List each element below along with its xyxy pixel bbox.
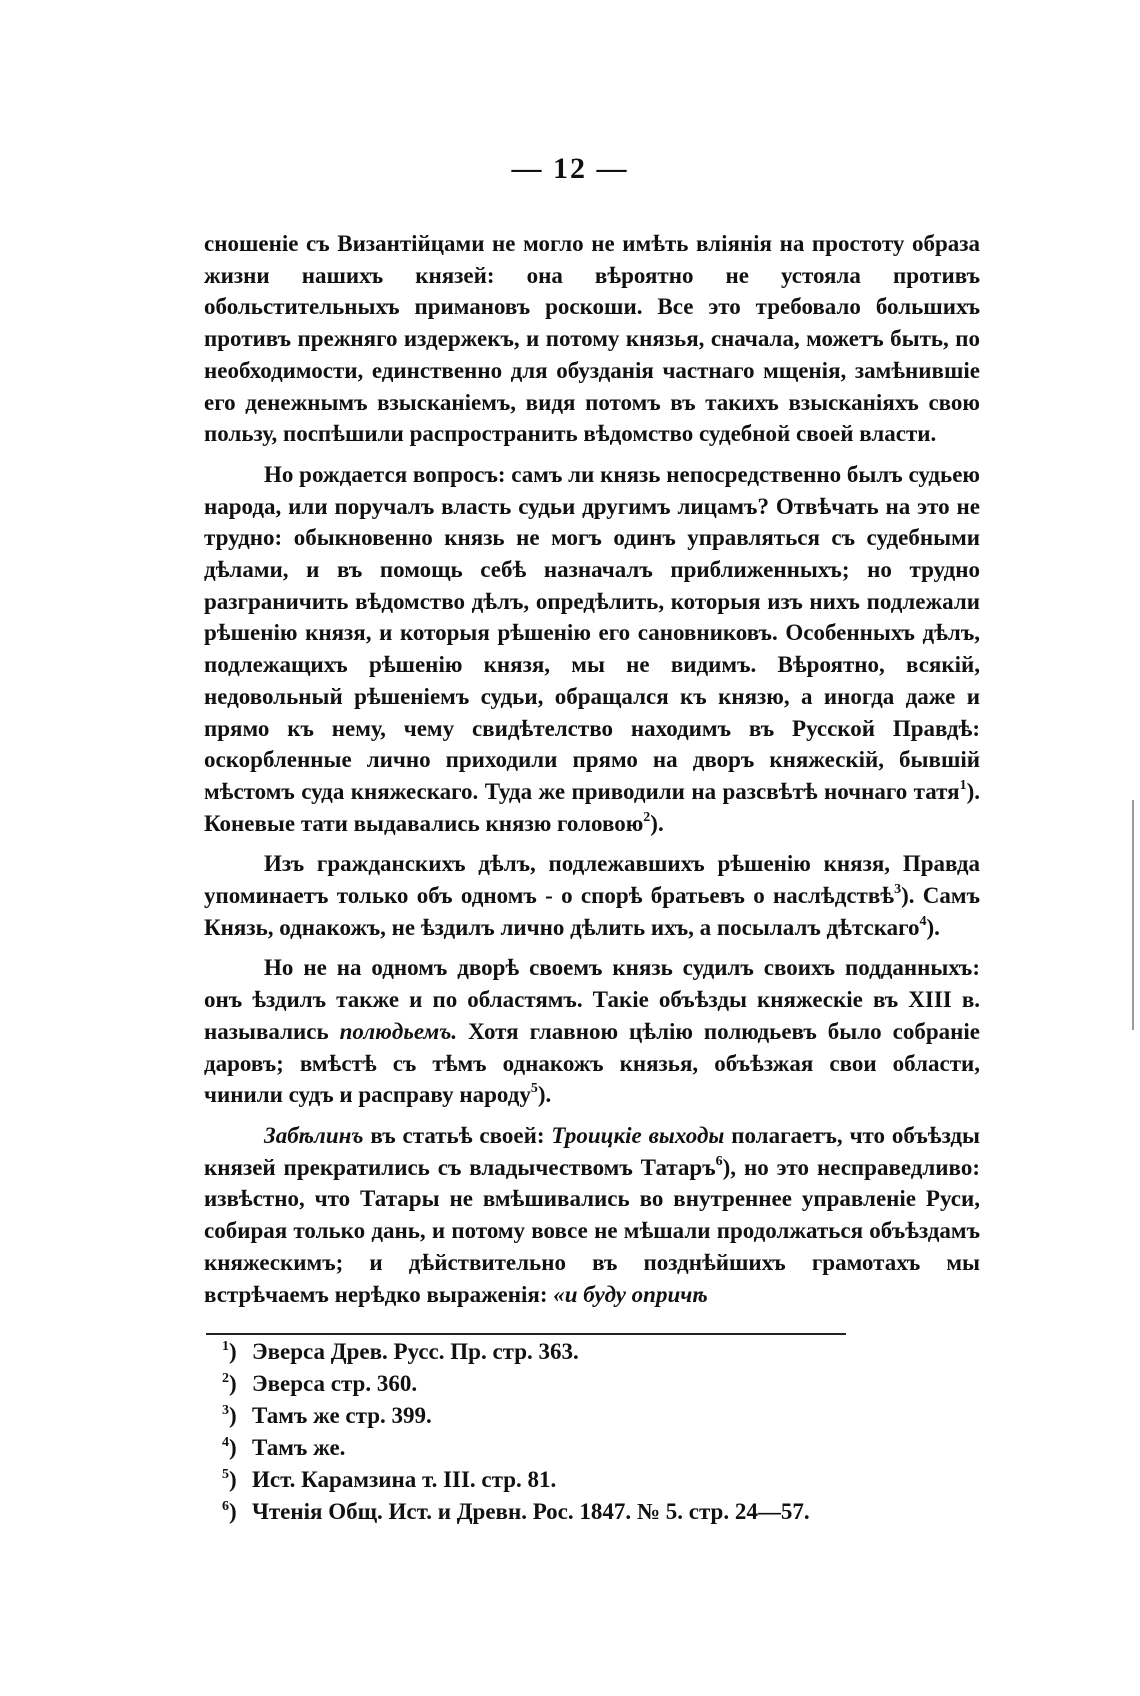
- footnote-text: Тамъ же стр. 399.: [252, 1403, 432, 1428]
- footnote-mark: $^4$): [222, 1435, 237, 1460]
- body-text: [204, 228, 980, 1310]
- footnote-reference: 1: [959, 777, 967, 793]
- footnote-item: [222, 1400, 982, 1432]
- footnote-number: 2: [222, 1371, 229, 1386]
- paragraph: [204, 459, 980, 839]
- paragraph: [204, 1120, 980, 1310]
- text-segment: сношеніе съ Византійцами не могло не имѣть вліянія на простоту образа жизни нашихъ князей: она вѣроятно не устояла противъ обольстительныхъ примановъ роскоши. Все это требовало большихъ противъ прежняго издержекъ, и потому князья, сначала, можетъ быть, по необходимости, единственно для обузданія частнаго мщенія, замѣнившіе его денежнымъ взысканіемъ, видя потомъ въ такихъ взысканіяхъ свою пользу, поспѣшили распространить вѣдомство судебной своей власти.: [204, 231, 980, 447]
- footnote-number: 1: [222, 1339, 229, 1354]
- text-segment: ). Самъ Князь, однакожъ, не ѣздилъ лично дѣлить ихъ, а посылалъ дѣтскаго: [204, 883, 980, 940]
- footnote-item: [222, 1464, 982, 1496]
- text-segment: ).: [926, 914, 940, 940]
- paragraph: [204, 952, 980, 1111]
- text-segment: ), но это несправедливо: извѣстно, что Татары не вмѣшивались во внутреннее управленіе Руси, собирая только дань, и потому вовсе не мѣшали продолжаться объѣздамъ княжескимъ; и дѣйствительно въ позднѣйшихъ грамотахъ мы встрѣчаемъ нерѣдко выраженія:: [204, 1154, 980, 1307]
- footnote-number: 6: [222, 1499, 229, 1514]
- text-segment: Хотя главною цѣлію полюдьевъ было собраніе даровъ; вмѣстѣ съ тѣмъ однакожъ князья, объѣзжая свои области, чинили судъ и расправу народу: [204, 1018, 980, 1108]
- paragraph: [204, 848, 980, 943]
- footnote-number: 3: [222, 1403, 229, 1418]
- footnote-reference: 3: [894, 882, 902, 898]
- text-segment: Изъ гражданскихъ дѣлъ, подлежавшихъ рѣшенію князя, Правда упоминаетъ только объ одномъ - о спорѣ братьевъ о наслѣдствѣ: [204, 851, 980, 909]
- footnote-text: Эверса стр. 360.: [252, 1371, 418, 1396]
- footnote-item: [222, 1368, 982, 1400]
- footnote-item: [222, 1496, 982, 1528]
- footnote-reference: 5: [530, 1081, 538, 1097]
- footnotes: [222, 1336, 982, 1528]
- footnote-mark: $^6$): [222, 1499, 237, 1524]
- italic-text: Троицкіе выходы: [551, 1122, 725, 1148]
- italic-text: Забѣлинъ: [264, 1122, 364, 1148]
- footnote-divider: [206, 1333, 846, 1335]
- paragraph: [204, 228, 980, 450]
- text-segment: въ статьѣ своей:: [363, 1122, 552, 1148]
- italic-text: полюдьемъ.: [339, 1018, 458, 1044]
- footnote-number: 4: [222, 1435, 229, 1450]
- footnote-text: Эверса Древ. Русс. Пр. стр. 363.: [252, 1339, 579, 1364]
- page-number: — 12 —: [511, 152, 629, 185]
- footnote-mark: $^5$): [222, 1467, 237, 1492]
- footnote-mark: $^1$): [222, 1339, 237, 1364]
- text-segment: Но рождается вопросъ: самъ ли князь непосредственно былъ судьею народа, или поручалъ власть судьи другимъ лицамъ? Отвѣчать на это не трудно: обыкновенно князь не могъ одинъ управляться съ судебными дѣлами, и въ помощь себѣ назначалъ приближенныхъ; но трудно разграничить вѣдомство дѣлъ, опредѣлить, которыя изъ нихъ подлежали рѣшенію князя, и которыя рѣшенію его сановниковъ. Особенныхъ дѣлъ, подлежащихъ рѣшенію князя, мы не видимъ. Вѣроятно, всякій, недовольный рѣшеніемъ судьи, обращался къ князю, а иногда даже и прямо къ нему, чему свидѣтелство находимъ въ Русской Правдѣ: оскорбленные лично приходили прямо на дворъ княжескій, бывшій мѣстомъ суда княжескаго. Туда же приводили на разсвѣтѣ ночнаго татя: [204, 461, 980, 804]
- footnote-text: Ист. Карамзина т. III. стр. 81.: [252, 1467, 557, 1492]
- footnote-mark: $^2$): [222, 1371, 237, 1396]
- text-segment: ).: [650, 810, 664, 836]
- footnote-text: Тамъ же.: [252, 1435, 346, 1460]
- text-segment: полагаетъ, что объѣзды князей прекратились съ владычествомъ Татаръ: [204, 1122, 980, 1180]
- footnote-item: [222, 1432, 982, 1464]
- italic-text: «и буду опричѣ: [553, 1281, 708, 1307]
- footnote-mark: $^3$): [222, 1403, 237, 1428]
- footnote-reference: 4: [919, 913, 927, 929]
- footnote-reference: 2: [643, 809, 651, 825]
- scan-edge-shadow: [1132, 800, 1134, 1030]
- footnote-number: 5: [222, 1467, 229, 1482]
- footnote-reference: 6: [715, 1153, 723, 1169]
- text-segment: ). Коневые тати выдавались князю головою: [204, 778, 980, 836]
- footnote-text: Чтенія Общ. Ист. и Древн. Рос. 1847. № 5. стр. 24—57.: [252, 1499, 810, 1524]
- footnote-item: [222, 1336, 982, 1368]
- text-segment: Но не на одномъ дворѣ своемъ князь судилъ своихъ подданныхъ: онъ ѣздилъ также и по областямъ. Такіе объѣзды княжескіе въ XIII в. назывались: [204, 955, 980, 1044]
- text-segment: ).: [537, 1082, 552, 1108]
